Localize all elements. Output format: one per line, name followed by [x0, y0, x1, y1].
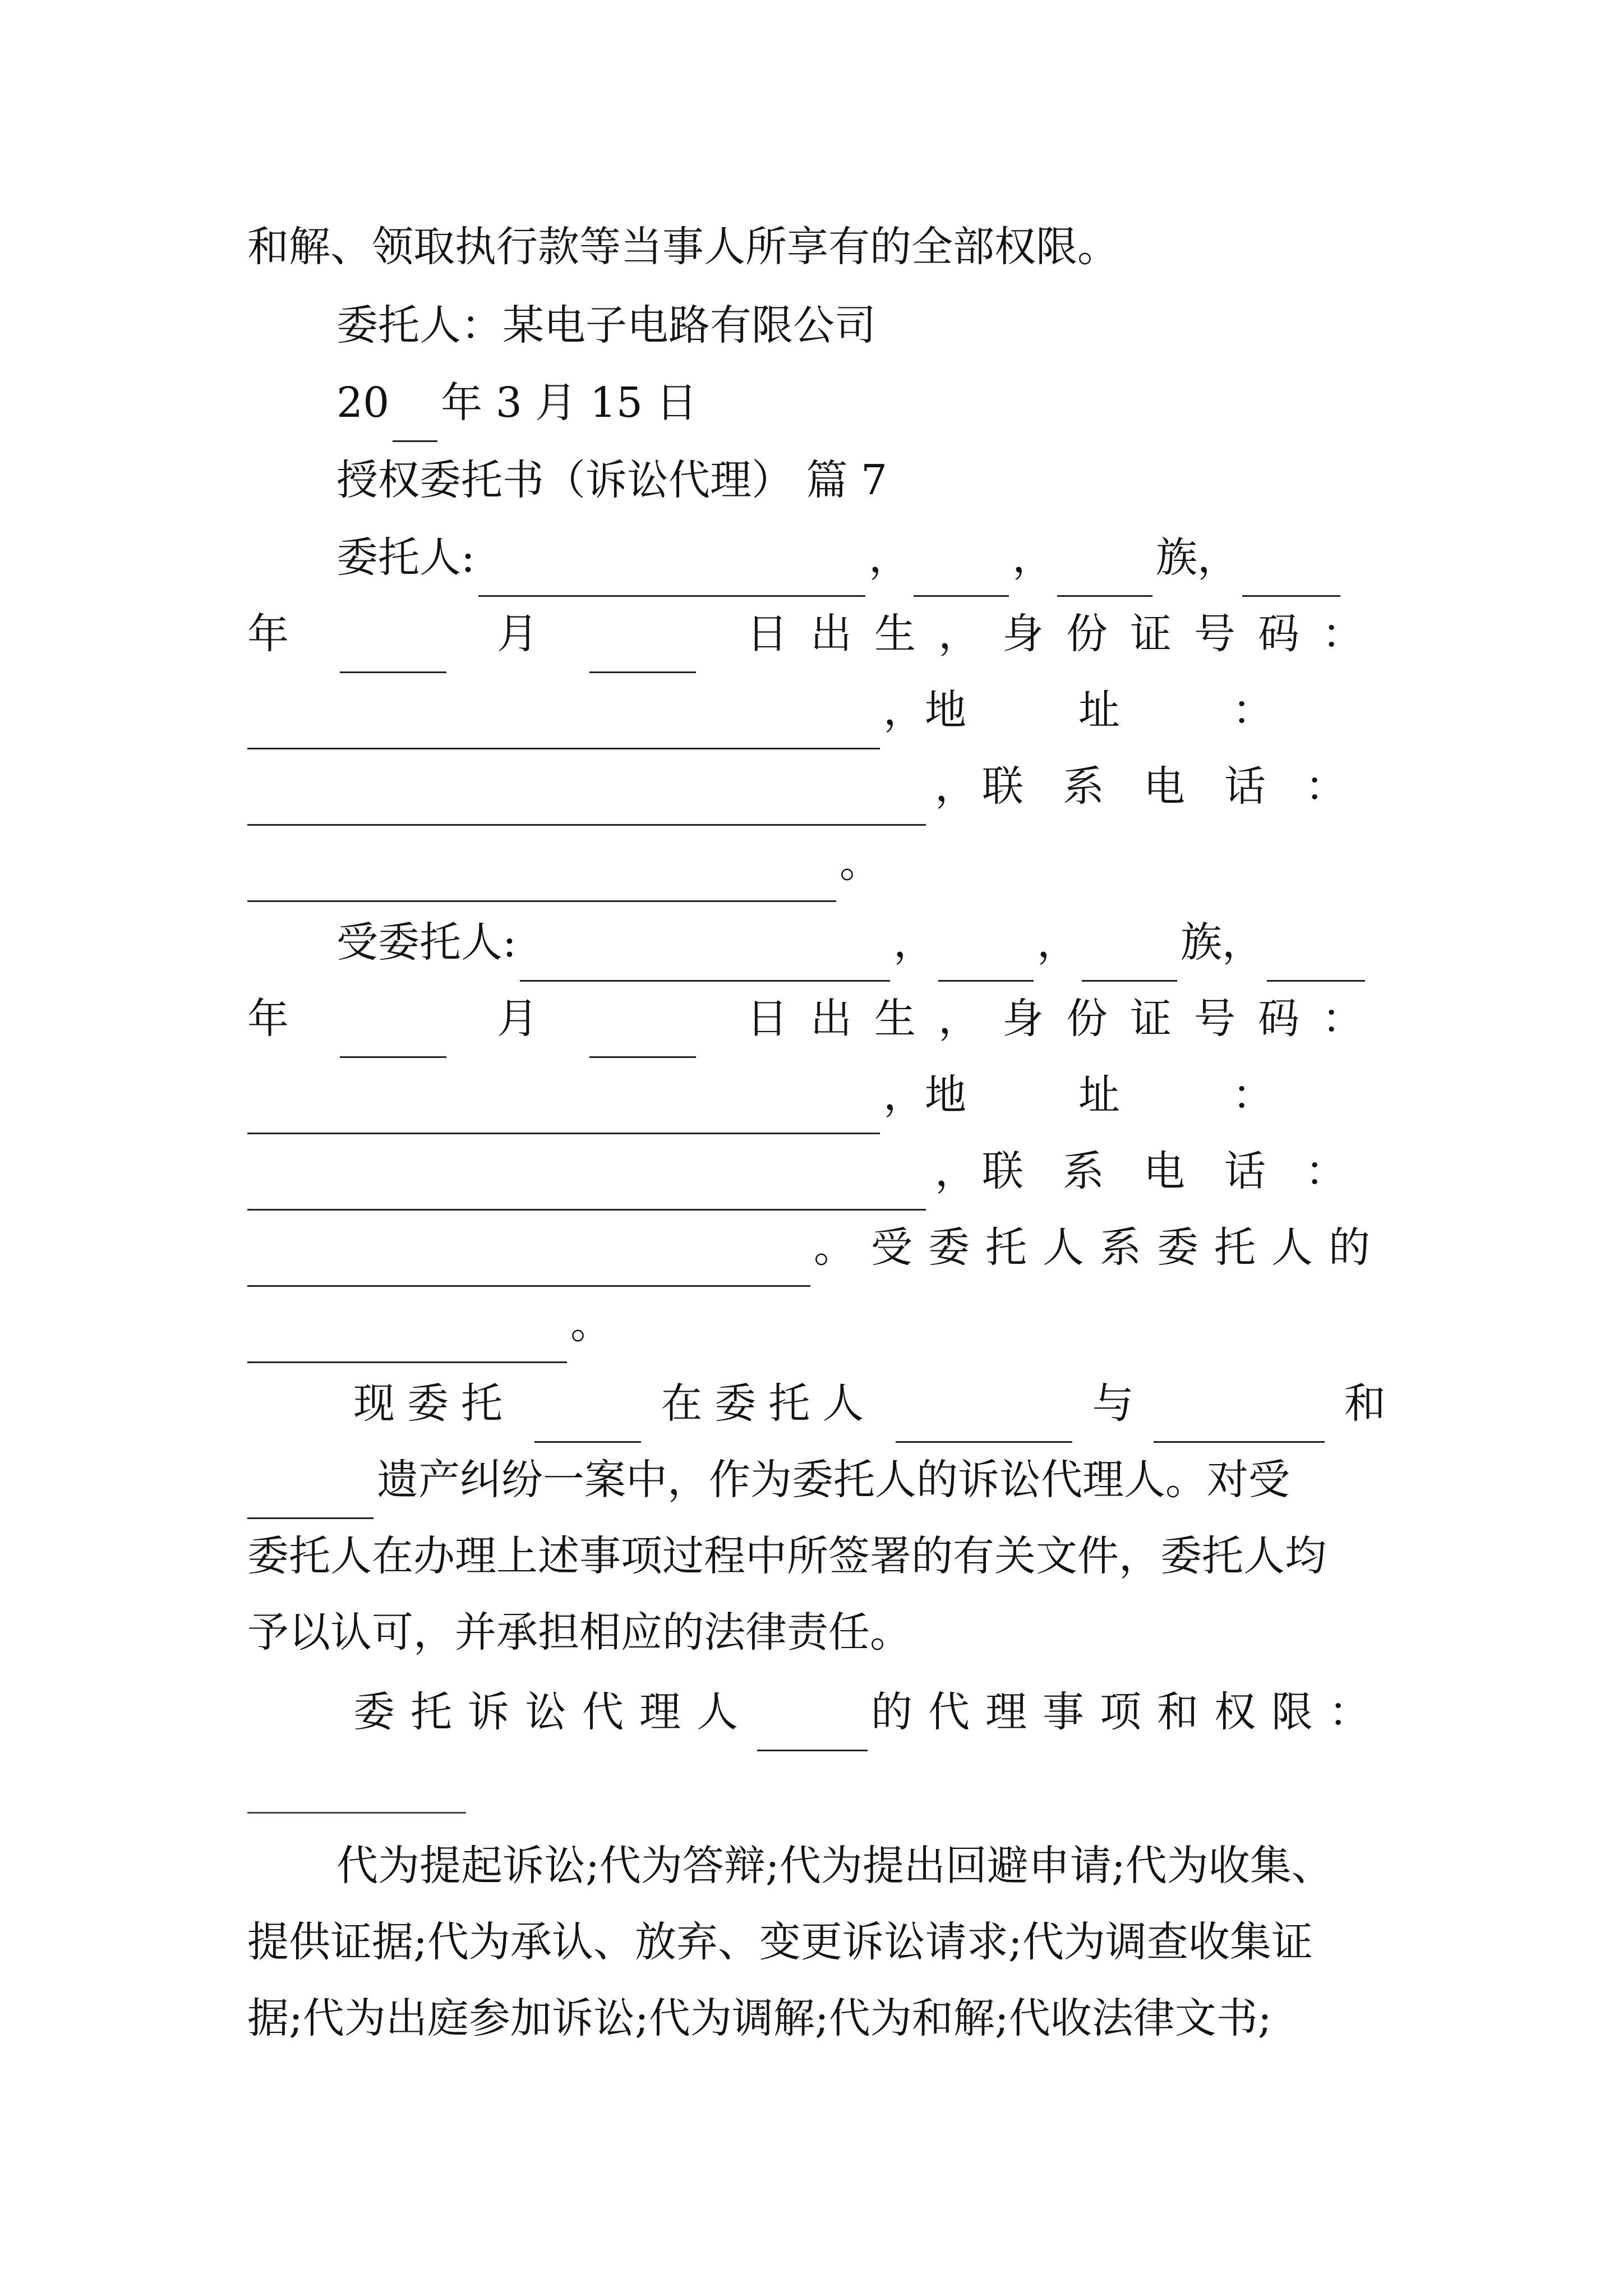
agent-birth-line — [247, 979, 1386, 1058]
heading-text: 授权委托书（诉讼代理） 篇 7 — [336, 456, 888, 504]
month-label: 月 — [497, 995, 538, 1043]
commission-line — [353, 1364, 1386, 1443]
gender-blank — [914, 539, 1009, 597]
comma: ， — [883, 1071, 925, 1119]
agent-name-line — [336, 903, 1386, 982]
comma: ， — [1036, 918, 1078, 967]
text: 和 — [1344, 1379, 1386, 1428]
text: 和解、领取执行款等当事人所享有的全部权限。 — [247, 223, 1119, 271]
period: 。 — [570, 1300, 612, 1348]
name-blank — [478, 539, 865, 597]
section-heading — [336, 441, 1386, 519]
agent-blank — [757, 1694, 868, 1751]
year-label: 年 — [247, 995, 289, 1043]
text: 委托人：某电子电路有限公司 — [336, 301, 876, 349]
text: 委托诉讼代理人 — [353, 1688, 754, 1736]
powers-line — [336, 1826, 1402, 1905]
text: 代为提起诉讼;代为答辩;代为提出回避申请;代为收集、 — [336, 1842, 1333, 1890]
ethnicity-label: 族， — [1180, 918, 1264, 967]
scope-line — [353, 1673, 1386, 1751]
year-label: 年 — [247, 610, 289, 658]
birth-year-blank — [1267, 924, 1365, 982]
blank-field — [393, 384, 437, 442]
agent-address-line — [247, 1132, 1386, 1211]
ethnicity-blank — [1057, 539, 1152, 597]
comma: ， — [893, 918, 935, 967]
month-blank — [340, 615, 446, 673]
label: 委托人: — [336, 533, 475, 582]
label: 受委托人: — [336, 918, 517, 967]
agent-id-line — [247, 1056, 1386, 1134]
text: 的代理事项和权限： — [871, 1688, 1386, 1736]
commission-line — [247, 1441, 1386, 1519]
day-blank — [589, 1000, 696, 1058]
id-blank — [247, 692, 880, 749]
principal-id-line — [247, 671, 1386, 749]
address-blank — [247, 768, 926, 826]
phone-label: 联系电话： — [982, 1147, 1386, 1195]
date-line — [336, 364, 1386, 442]
date-text: 年 3 月 15 日 — [441, 379, 698, 427]
month-label: 月 — [497, 610, 538, 658]
comma: ， — [883, 686, 925, 734]
comma: ， — [1012, 533, 1054, 582]
phone-label: 联系电话： — [982, 762, 1386, 811]
relation-blank — [247, 1305, 567, 1363]
powers-line — [247, 1979, 1386, 2058]
id-blank — [247, 1076, 880, 1134]
day-blank — [589, 615, 696, 673]
relation-label: 。受委托人系委托人的 — [814, 1223, 1386, 1272]
principal-birth-line — [247, 595, 1386, 673]
comma: ， — [868, 533, 910, 582]
address-blank — [247, 1153, 926, 1211]
powers-line — [247, 1903, 1386, 1981]
agent-phone-line — [247, 1208, 1386, 1287]
period: 。 — [840, 839, 881, 887]
commission-line — [247, 1517, 1386, 1595]
text: 据;代为出庭参加诉讼;代为调解;代为和解;代收法律文书; — [247, 1994, 1272, 2042]
comma: ， — [935, 762, 976, 811]
comma: ， — [935, 1147, 976, 1195]
principal-blank — [896, 1385, 1072, 1443]
principal-address-line — [247, 747, 1386, 826]
text: 遗产纠纷一案中，作为委托人的诉讼代理人。对受 — [377, 1456, 1290, 1504]
ethnicity-blank — [1082, 924, 1177, 982]
phone-blank — [247, 844, 836, 902]
text: 委托人在办理上述事项过程中所签署的有关文件，委托人均 — [247, 1532, 1326, 1580]
address-label: 地址： — [925, 686, 1386, 734]
party-blank — [247, 1461, 374, 1519]
agent-blank — [534, 1385, 641, 1443]
commission-line — [247, 1593, 1386, 1672]
month-blank — [340, 1000, 446, 1058]
text: 在委托人 — [661, 1379, 877, 1428]
scope-blank-line — [247, 1812, 466, 1814]
ethnicity-label: 族， — [1155, 533, 1239, 582]
text: 予以认可，并承担相应的法律责任。 — [247, 1608, 911, 1657]
principal-phone-line — [247, 823, 1386, 902]
text: 与 — [1092, 1379, 1134, 1428]
principal-signature-line — [336, 286, 1386, 365]
gender-blank — [938, 924, 1034, 982]
phone-blank — [247, 1229, 810, 1287]
text: 现委托 — [353, 1379, 515, 1428]
address-label: 地址： — [925, 1071, 1386, 1119]
id-label: 日出生，身份证号码： — [746, 995, 1386, 1043]
birth-year-blank — [1242, 539, 1340, 597]
principal-name-line — [336, 518, 1386, 597]
party-blank — [1154, 1385, 1325, 1443]
text-line — [247, 208, 1386, 286]
text: 提供证据;代为承认、放弃、变更诉讼请求;代为调查收集证 — [247, 1918, 1313, 1966]
agent-relation-line — [247, 1285, 1386, 1363]
id-label: 日出生，身份证号码： — [746, 610, 1386, 658]
name-blank — [520, 924, 890, 982]
year-prefix: 20 — [336, 379, 390, 427]
